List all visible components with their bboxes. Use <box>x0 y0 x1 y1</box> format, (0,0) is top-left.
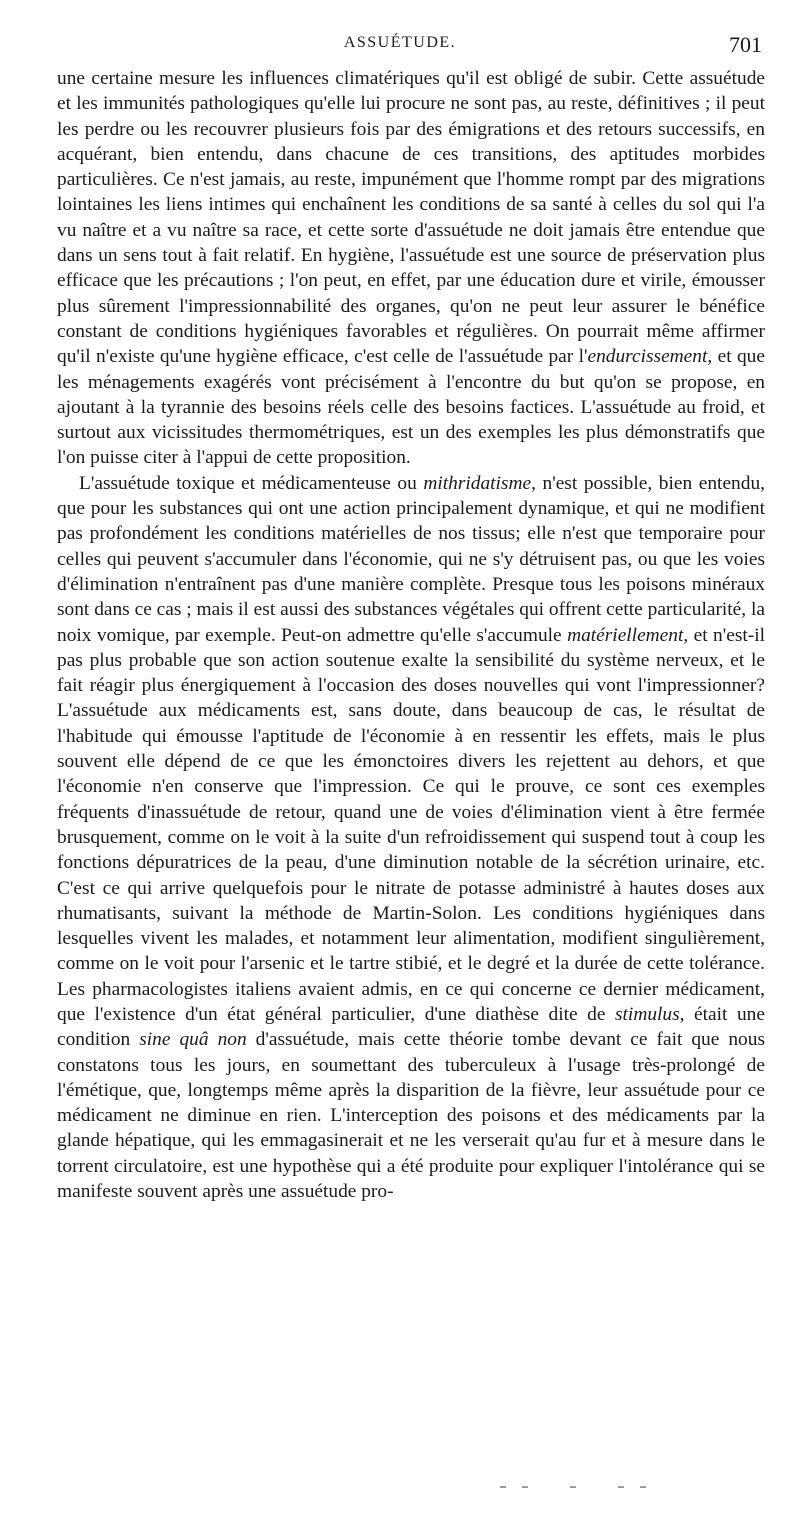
page-number: 701 <box>729 32 762 57</box>
italic-term: endurcissement <box>587 346 708 368</box>
body-text <box>57 66 765 1204</box>
text-run: L'assuétude toxique et médicamenteuse ou <box>79 472 424 494</box>
running-title: ASSUÉTUDE. <box>343 34 457 51</box>
text-run: , et que les ménagements exagérés vont précisément à l'encontre du but qu'on se propose, en ajoutant à la tyrannie des besoins réels celle des besoins factices. L'assuétude au froid, et surtout aux vicissitudes thermométriques, est un des exemples les plus démonstratifs que l'on puisse citer à l'appui de cette proposition. <box>57 346 765 469</box>
scan-specks <box>500 1486 660 1490</box>
paragraph <box>57 471 765 1205</box>
running-header <box>0 30 800 60</box>
italic-term: matériellement <box>567 624 684 646</box>
italic-term: sine quâ non <box>139 1029 247 1051</box>
italic-term: mithridatisme <box>423 472 532 494</box>
text-run: , était une condition <box>57 1003 765 1051</box>
italic-term: stimulus <box>615 1003 680 1025</box>
text-run: , n'est possible, bien entendu, que pour les substances qui ont une action principalement dynamique, et qui ne modifient pas profondément les conditions matérielles de nos tissus; elle n'est que temporaire pour celles qui peuvent s'accumuler dans l'économie, qui ne s'y détruisent pas, ou que les voies d'élimination n'entraînent pas d'une manière complète. Presque tous les poisons minéraux sont dans ce cas ; mais il est aussi des substances végétales qui offrent cette particularité, la noix vomique, par exemple. Peut-on admettre qu'elle s'accumule <box>57 472 765 646</box>
text-run: , et n'est-il pas plus probable que son action soutenue exalte la sensibilité du système nerveux, et le fait réagir plus énergiquement à l'occasion des doses nouvelles qui vont l'impressionner? L'assuétude aux médicaments est, sans doute, dans beaucoup de cas, le résultat de l'habitude qui émousse l'aptitude de l'économie à en ressentir les effets, mais le plus souvent elle dépend de ce que les émonctoires divers les rejettent au dehors, et que l'économie n'en conserve que l'impression. Ce qui le prouve, ce sont ces exemples fréquents d'inassuétude de retour, quand une de voies d'élimination vient à être fermée brusquement, comme on le voit à la suite d'un refroidissement qui suspend tout à coup les fonctions dépuratrices de la peau, d'une diminution notable de la sécrétion urinaire, etc. C'est ce qui arrive quelquefois pour le nitrate de potasse administré à hautes doses aux rhumatisants, suivant la méthode de Martin-Solon. Les conditions hygiéniques dans lesquelles vivent les malades, et notamment leur alimentation, modifient singulièrement, comme on le voit pour l'arsenic et le tartre stibié, et le degré et la durée de cette tolérance. Les pharmacologistes italiens avaient admis, en ce qui concerne ce dernier médicament, que l'existence d'un état général particulier, d'une diathèse dite de <box>57 624 765 1025</box>
text-run: une certaine mesure les influences climatériques qu'il est obligé de subir. Cette assuétude et les immunités pathologiques qu'elle lui procure ne sont pas, au reste, définitives ; il peut les perdre ou les recouvrer plusieurs fois par des émigrations et des retours successifs, en acquérant, bien entendu, dans chacune de ces transitions, des aptitudes morbides particulières. Ce n'est jamais, au reste, impunément que l'homme rompt par des migrations lointaines les liens intimes qui enchaînent les conditions de sa santé à celles du sol qui l'a vu naître et a vu naître sa race, et cette sorte d'assuétude ne doit jamais être entendue que dans un sens tout à fait relatif. En hygiène, l'assuétude est une source de préservation plus efficace que les précautions ; l'on peut, en effet, par une éducation dure et virile, émousser plus sûrement l'impressionnabilité des organes, qu'on ne peut leur assurer le bénéfice constant de conditions hygiéniques favorables et régulières. On pourrait même affirmer qu'il n'existe qu'une hygiène efficace, c'est celle de l'assuétude par l' <box>57 68 765 368</box>
text-run: d'assuétude, mais cette théorie tombe devant ce fait que nous constatons tous les jours, en soumettant des tuberculeux à l'usage très-prolongé de l'émétique, que, longtemps même après la disparition de la fièvre, leur assuétude pour ce médicament ne diminue en rien. L'interception des poisons et des médicaments par la glande hépatique, qui les emmagasinerait et ne les verserait qu'au fur et à mesure dans le torrent circulatoire, est une hypothèse qui a été produite pour expliquer l'intolérance qui se manifeste souvent après une assuétude pro- <box>57 1029 765 1203</box>
paragraph <box>57 66 765 471</box>
